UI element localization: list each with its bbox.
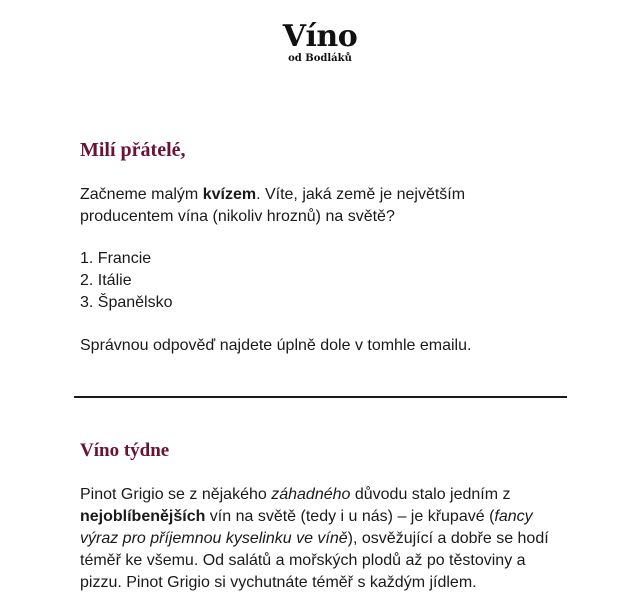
logo-title: Víno xyxy=(282,19,358,54)
quiz-option: 2. Itálie xyxy=(80,272,132,289)
quiz-question-text: . Víte, jaká země je největším producentem vína (nikoliv hroznů) na světě? xyxy=(80,186,466,225)
quiz-option: 3. Španělsko xyxy=(80,294,173,311)
wine-text-part: důvodu stalo jedním z xyxy=(350,486,511,503)
wine-text-part: vín na světě (tedy i u nás) – je křupavé ( xyxy=(205,508,495,525)
quiz-intro xyxy=(80,184,560,228)
wine-text-italic: fancy výraz pro příjemnou kyselinku ve víně xyxy=(80,508,533,547)
wine-text-bold: nejoblíbenějších xyxy=(80,508,206,525)
quiz-intro-text: Začneme malým xyxy=(80,186,203,203)
logo-subtitle: od Bodláků xyxy=(288,53,352,64)
section-divider xyxy=(74,396,567,398)
logo xyxy=(0,19,640,65)
quiz-answer-hint: Správnou odpověď najdete úplně dole v tomhle emailu. xyxy=(80,337,472,354)
wine-of-week-heading: Víno týdne xyxy=(80,440,170,461)
quiz-option: 1. Francie xyxy=(80,250,152,267)
quiz-keyword: kvízem xyxy=(202,186,257,203)
greeting-heading: Milí přátelé, xyxy=(80,139,186,161)
wine-text-part: ), osvěžující a dobře se hodí téměř ke všemu. Od salátů a mořských plodů až po těstoviny a pizzu. Pinot Grigio si vychutnáte téměř s každým jídlem. xyxy=(80,530,549,591)
quiz-options xyxy=(80,248,560,314)
wine-text-italic: záhadného xyxy=(271,486,351,503)
wine-of-week-text xyxy=(80,484,555,594)
wine-text-part: Pinot Grigio se z nějakého xyxy=(80,486,272,503)
